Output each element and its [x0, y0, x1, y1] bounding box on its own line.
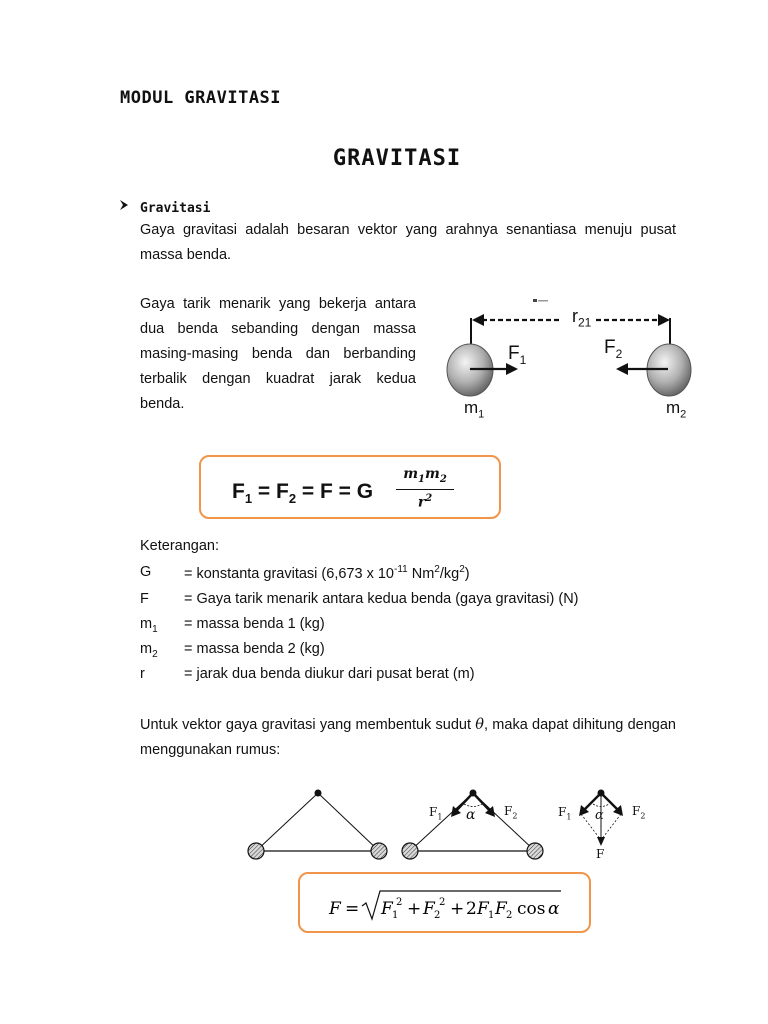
formula2-coef: 2 [466, 899, 477, 919]
arrow-bullet-icon [118, 199, 130, 214]
theta-symbol: θ [475, 717, 485, 733]
formula2-plus2: + [450, 899, 465, 919]
paragraph-attraction: Gaya tarik menarik yang bekerja antara dua benda sebanding dengan massa masing-masing benda dan berbanding terbalik dengan kuadrat jarak kedua benda. [140, 296, 416, 412]
formula2-alpha: α [548, 899, 560, 919]
section-heading: Gravitasi [140, 201, 211, 216]
fraction-numerator: $m_1m_2$ [396, 466, 454, 490]
formula2-cos: cos [517, 899, 546, 919]
r21-label: $r_{21}$ [572, 306, 592, 330]
formula2-term3a: F [477, 899, 489, 919]
formula2-eq: = [345, 899, 360, 919]
f1-label: $F_1$ [508, 343, 527, 367]
legend-title: Keterangan: [140, 538, 220, 554]
fraction-denominator: $r^2$ [417, 492, 433, 511]
page-title: GRAVITASI [332, 146, 462, 171]
formula2-term1-sub: 1 [392, 910, 399, 921]
formula2-plus1: + [407, 899, 422, 919]
paragraph-definition: Gaya gravitasi adalah besaran vektor yang arahnya senantiasa menuju pusat massa benda. [140, 222, 676, 263]
resultant-formula [299, 872, 590, 938]
legend-description: = massa benda 1 (kg) [184, 616, 325, 632]
formula2-term3b-sub: 2 [506, 910, 513, 921]
f2-label: $F_2$ [604, 337, 623, 361]
legend-description: = konstanta gravitasi (6,673 x $10^{-11}$ $Nm^2/kg^2$) [184, 564, 470, 582]
formula2-term2-sup: 2 [439, 897, 446, 908]
module-title: MODUL GRAVITASI [120, 88, 282, 108]
formula2-term1-sup: 2 [396, 897, 403, 908]
legend-symbol: r [140, 666, 145, 682]
force-vector-diagrams [236, 782, 686, 877]
formula2-term1: F [381, 899, 393, 919]
legend-description: = Gaya tarik menarik antara kedua benda (gaya gravitasi) (N) [184, 591, 579, 607]
legend-symbol: $m_1$ [140, 616, 158, 635]
formula2-term2: F [423, 899, 435, 919]
diagram3-resultant-label: F [596, 847, 605, 861]
formula-fraction [396, 466, 454, 511]
diagram3-alpha-label: α [595, 808, 604, 823]
triangle-diagram-1 [248, 790, 387, 860]
formula2-term3a-sub: 1 [488, 910, 495, 921]
legend-description: = jarak dua benda diukur dari pusat berat (m) [184, 666, 475, 682]
two-mass-diagram [438, 290, 708, 435]
formula2-term2-sub: 2 [434, 910, 441, 921]
m1-label: $m_1$ [464, 398, 485, 421]
formula2-term3b: F [495, 899, 507, 919]
newton-gravity-formula: $F_1 = F_2 = F = G$ [232, 480, 374, 507]
paragraph-vector-angle: Untuk vektor gaya gravitasi yang membentuk sudut θ, maka dapat dihitung dengan menggunakan rumus: [140, 717, 676, 758]
marker-dot [533, 299, 537, 302]
legend-description: = massa benda 2 (kg) [184, 641, 325, 657]
formula2-lhs: F [329, 899, 341, 919]
diagram2-f1-label: $F_1$ [429, 805, 443, 822]
legend-symbol: F [140, 591, 149, 607]
diagram2-alpha-label: α [466, 807, 476, 823]
legend-symbol: G [140, 564, 152, 580]
triangle-diagram-2 [402, 790, 543, 860]
m2-label: $m_2$ [666, 398, 687, 421]
diagram2-f2-label: $F_2$ [504, 804, 518, 821]
diagram3-f2-label: $F_2$ [632, 804, 646, 821]
diagram3-f1-label: $F_1$ [558, 805, 572, 822]
legend-symbol: $m_2$ [140, 641, 158, 660]
